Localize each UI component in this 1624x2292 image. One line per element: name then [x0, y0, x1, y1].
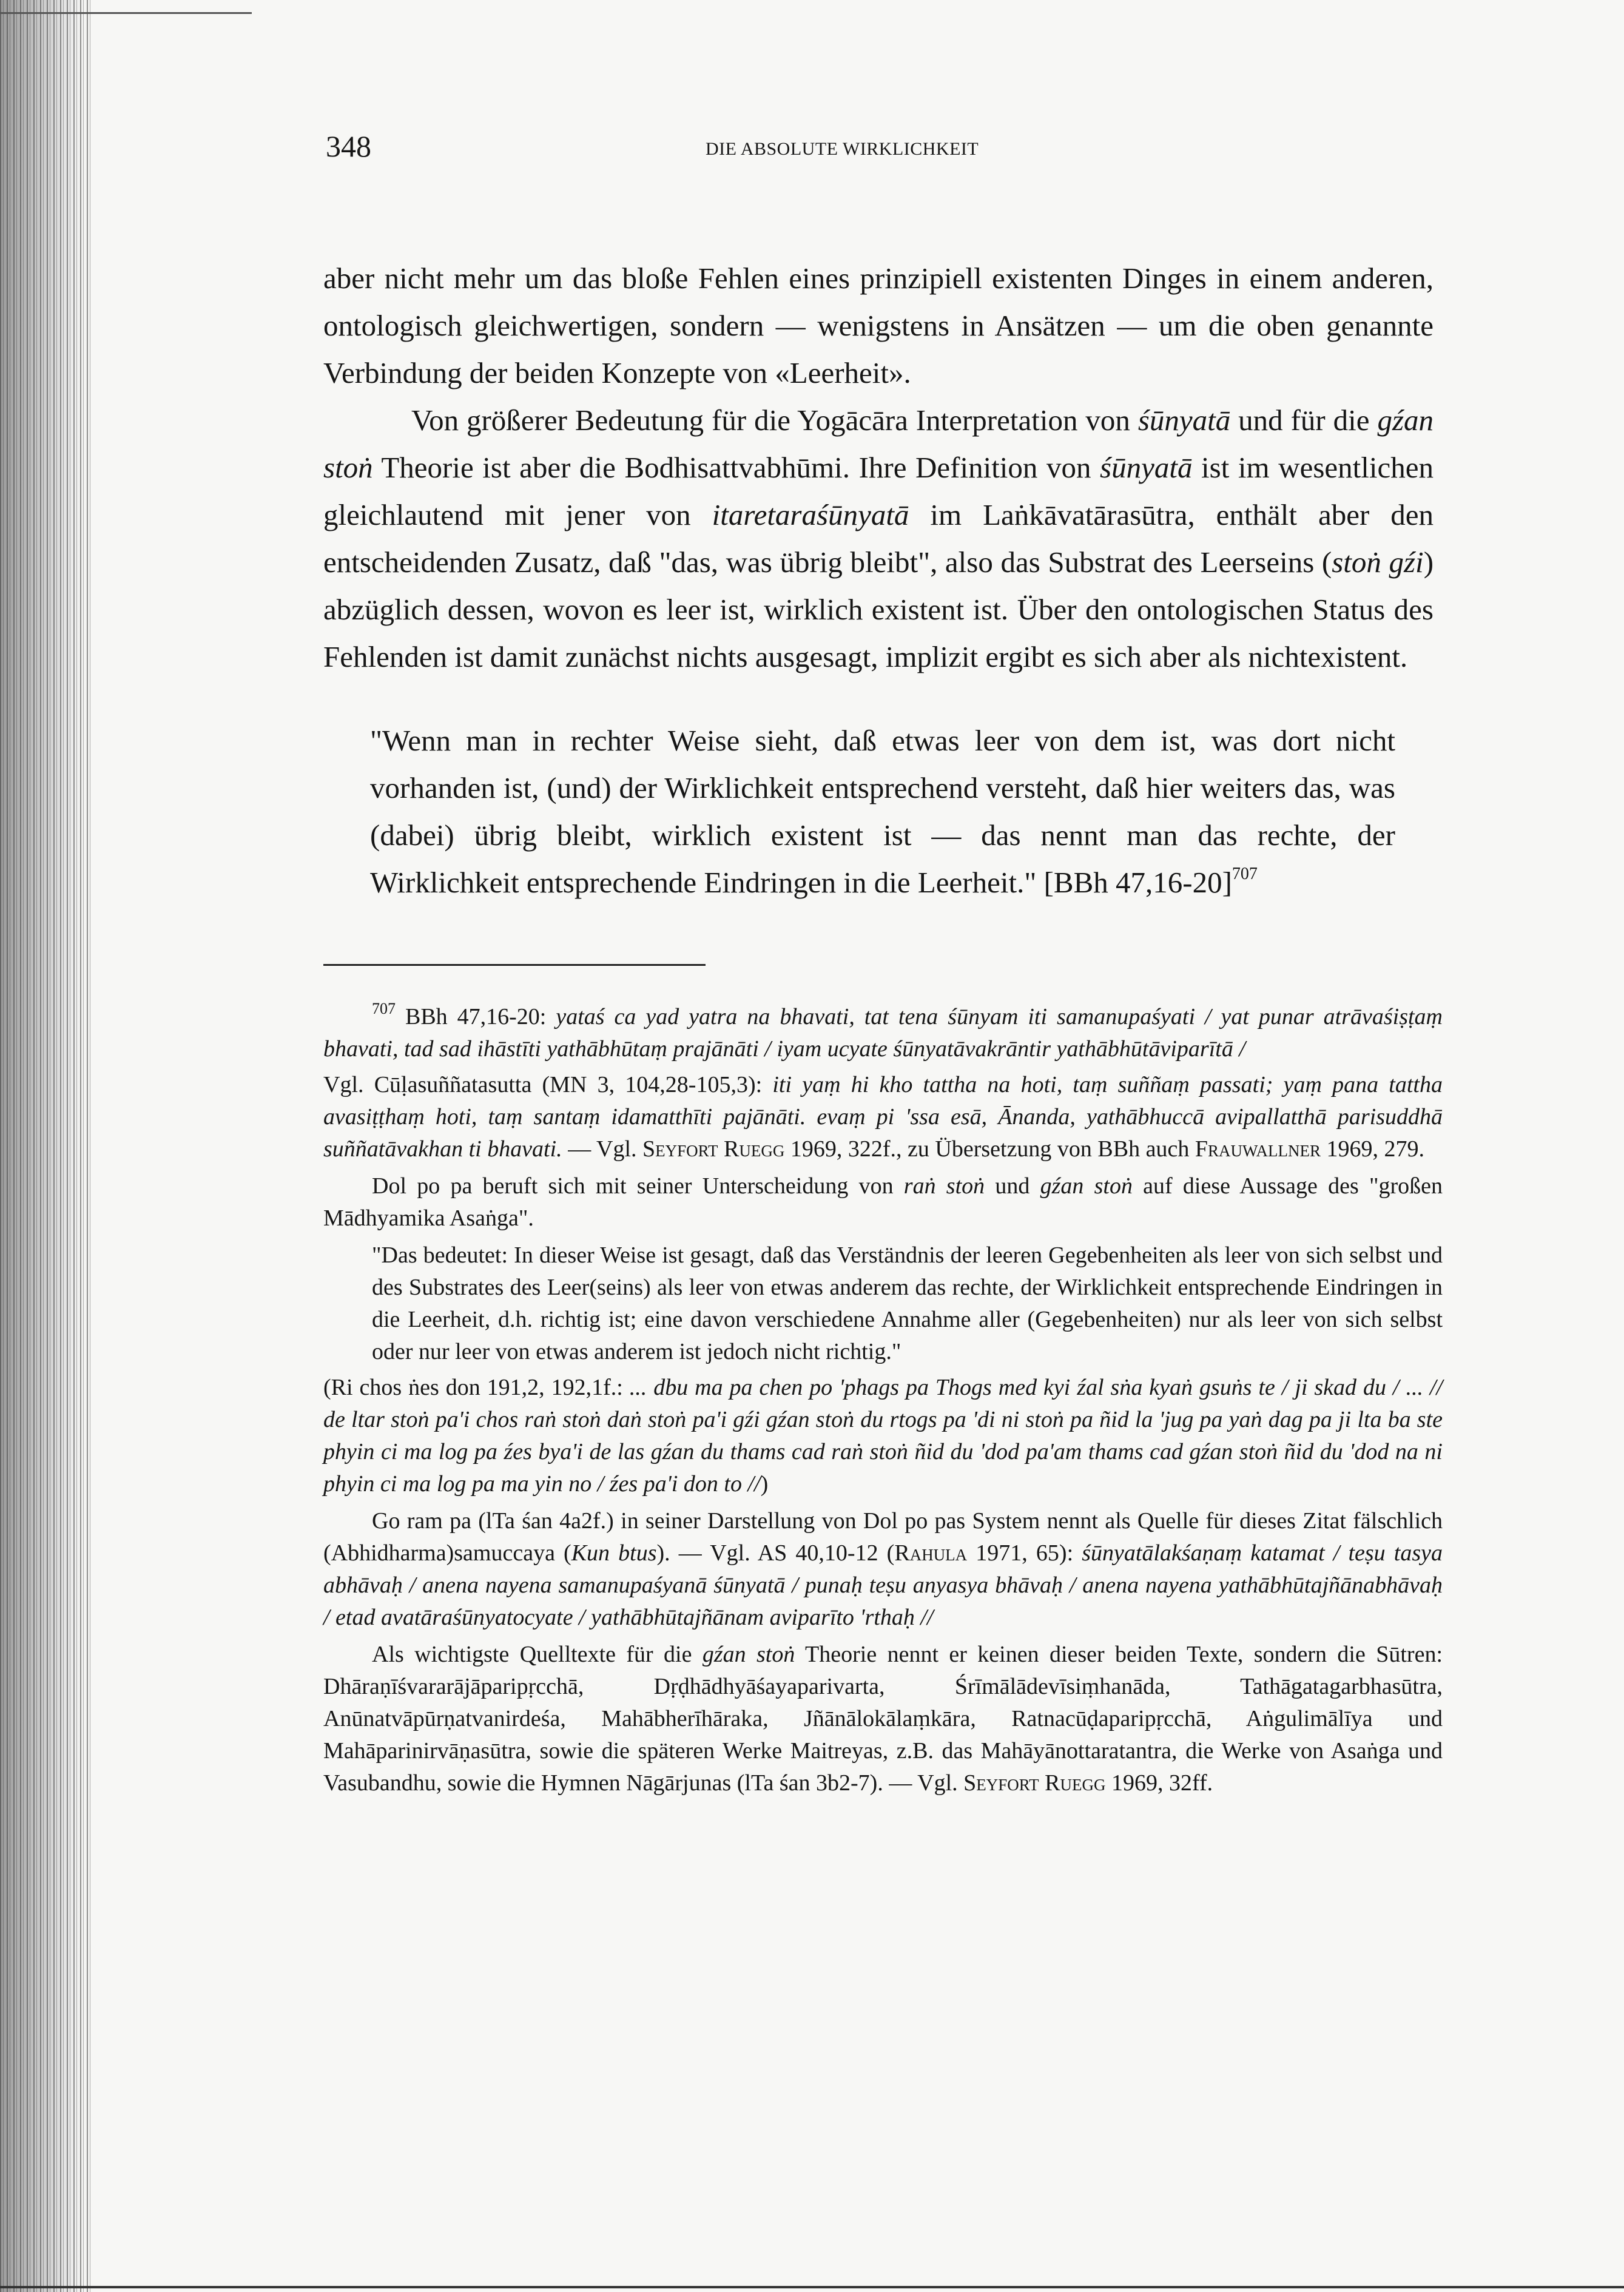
fn-author: Frauwallner [1194, 1136, 1321, 1162]
p2-term-ston-gzi: stoṅ gźi [1332, 545, 1424, 579]
footnotes [323, 1001, 1443, 1799]
footnote-number: 707 [372, 1000, 396, 1017]
fn-text: (Ri chos ṅes don 191,2, 192,1f.: [323, 1375, 630, 1400]
fn-text: — Vgl. [562, 1136, 643, 1162]
p2-text: im Laṅkāvatārasūtra, enthält aber den entscheidenden Zusatz, daß "das, was übrig bleibt", also das Substrat des Leerseins ( [323, 498, 1434, 579]
running-head [706, 132, 979, 161]
fn-text: 1969, 279. [1321, 1136, 1424, 1162]
p2-term-gzan-ston: gźan stoṅ [323, 403, 1434, 484]
footnote-ref-707: 707 [1231, 865, 1258, 883]
fn-text: 1969, 32ff. [1105, 1770, 1213, 1796]
paragraph-1: aber nicht mehr um das bloße Fehlen eines prinzipiell existenten Dinges in einem anderen, ontologisch gleichwertigen, sondern — wenigstens in Ansätzen — um die oben genannte Verbindung der beiden Konzepte von «Leerheit». [323, 261, 1434, 389]
fn-author: Rahula [894, 1540, 968, 1566]
quote-text: "Wenn man in rechter Weise sieht, daß etwas leer von dem ist, was dort nicht vorhanden ist, (und) der Wirklichkeit entsprechend versteht, daß hier weiters das, was (dabei) übrig bleibt, wirklich existent ist — das nennt man das rechte, der Wirklichkeit entsprechende Eindringen in die Leerheit." [BBh 47,16-20] [370, 724, 1395, 899]
running-head-text: DIE ABSOLUTE WIRKLICHKEIT [706, 139, 979, 159]
footnote-707 [323, 1001, 1443, 1065]
footnote-rule [323, 964, 706, 966]
p2-text: ) abzüglich dessen, wovon es leer ist, wirklich existent ist. Über den ontologischen Status des Fehlenden ist damit zunächst nichts ausgesagt, implizit ergibt es sich aber als nichtexistent. [323, 545, 1434, 673]
fn-pali-quote: iti yaṃ hi kho tattha na hoti, taṃ suññaṃ passati; yaṃ pana tattha avasiṭṭhaṃ hoti, taṃ santaṃ idamatthīti pajānāti. evaṃ pi 'ssa esā, Ānanda, yathābhuccā avipallatthā parisuddhā suññatāvakhan ti bhavati. [323, 1072, 1443, 1162]
fn-text: Go ram pa (lTa śan 4a2f.) in seiner Darstellung von Dol po pas System nennt als Quelle für dieses Zitat fälschlich (Abhidharma)samuccaya ( [323, 1508, 1443, 1566]
fn-text: auf diese Aussage des "großen Mādhyamika Asaṅga". [323, 1173, 1443, 1231]
fn-author: Seyfort Ruegg [642, 1136, 785, 1162]
paragraph-2 [323, 397, 1434, 681]
fn-text: 1969, 322f., zu Übersetzung von BBh auch [784, 1136, 1195, 1162]
footnote-go-ram-pa [323, 1505, 1443, 1634]
p2-term-itaretarasunyata: itaretaraśūnyatā [712, 498, 909, 531]
fn-text: BBh 47,16-20: [396, 1004, 556, 1030]
footnote-quote: "Das bedeutet: In dieser Weise ist gesagt, daß das Verständnis der leeren Gegebenheiten als leer von sich selbst und des Substrates des Leer(seins) als leer von etwas anderem das rechte, der Wirklichkeit entsprechende Eindringen in die Leerheit, d.h. richtig ist; eine davon verschiedene Annahme aller (Gegebenheiten) nur als leer von sich selbst oder nur leer von etwas anderem ist jedoch nicht richtig." [372, 1242, 1443, 1364]
footnote-dol-po-pa [323, 1170, 1443, 1235]
footnote-compare-culasunnata [323, 1069, 1443, 1165]
main-text [323, 255, 1434, 681]
fn-sanskrit-quote: śūnyatālakśaṇaṃ katamat / teṣu tasya abhāvaḥ / anena nayena samanupaśyanā śūnyatā / punaḥ teṣu anyasya bhāvaḥ / anena nayena yathābhūtajñānabhāvaḥ / etad avatāraśūnyatocyate / yathābhūtajñānam aviparīto 'rthaḥ // [323, 1540, 1443, 1630]
fn-text: Vgl. Cūḷasuññatasutta (MN 3, 104,28-105,3): [323, 1072, 773, 1097]
p2-text: Theorie ist aber die Bodhisattvabhūmi. Ihre Definition von [372, 451, 1100, 484]
p2-text: ist im wesentlichen gleichlautend mit jener von [323, 451, 1434, 531]
scan-bottom-rule [0, 2286, 1624, 2288]
fn-text: und [985, 1173, 1040, 1199]
fn-text: Dol po pa beruft sich mit seiner Unterscheidung von [372, 1173, 904, 1199]
fn-sanskrit-quote: yataś ca yad yatra na bhavati, tat tena śūnyam iti samanupaśyati / yat punar atrāvaśiṣṭaṃ bhavati, tad sad ihāstīti yathābhūtaṃ prajānāti / iyam ucyate śūnyatāvakrāntir yathābhūtāviparītā / [323, 1004, 1443, 1062]
fn-term-ran-ston: raṅ stoṅ [903, 1173, 985, 1199]
scan-edge-strip [0, 0, 91, 2292]
block-quote [370, 717, 1395, 906]
fn-term-gzan-ston: gźan stoṅ [1040, 1173, 1133, 1199]
p2-term-sunyata: śūnyatā [1137, 403, 1231, 437]
fn-text: ). — Vgl. AS 40,10-12 ( [656, 1540, 895, 1566]
p2-text: und für die [1230, 403, 1378, 437]
fn-text: ) [760, 1471, 769, 1497]
page-number: 348 [326, 129, 371, 163]
scan-top-rule [0, 12, 252, 14]
fn-text: Theorie nennt er keinen dieser beiden Texte, sondern die Sūtren: Dhāraṇīśvararājāparipṛcchā, Dṛḍhādhyāśayaparivarta, Śrīmālādevīsiṃhanāda, Tathāgatagarbhasūtra, Anūnatvāpūrṇatvanirdeśa, Mahābherīhāraka, Jñānālokālaṃkāra, Ratnacūḍaparipṛcchā, Aṅgulimālīya und Mahāparinirvāṇasūtra, sowie die späteren Werke Maitreyas, z.B. das Mahāyānottaratantra, die Werke von Asaṅga und Vasubandhu, sowie die Hymnen Nāgārjunas (lTa śan 3b2-7). — Vgl. [323, 1642, 1443, 1796]
fn-tibetan-quote: ... dbu ma pa chen po 'phags pa Thogs med kyi źal sṅa kyaṅ gsuṅs te / ji skad du / ... // de ltar stoṅ pa'i chos raṅ stoṅ daṅ stoṅ pa'i gźi gźan stoṅ du rtogs pa 'di ni stoṅ pa ñid la 'jug pa yaṅ dag pa ji lta ba ste phyin ci ma log pa źes bya'i de las gźan du thams cad raṅ stoṅ ñid du 'dod pa'am thams cad gźan stoṅ ñid du 'dod na ni phyin ci ma log pa ma yin no / źes pa'i don to // [323, 1375, 1443, 1497]
footnote-source-texts [323, 1639, 1443, 1799]
fn-text: Als wichtigste Quelltexte für die [372, 1642, 702, 1667]
p2-term-sunyata: śūnyatā [1100, 451, 1193, 484]
p2-text: Von größerer Bedeutung für die Yogācāra Interpretation von [411, 403, 1138, 437]
fn-title: Kun btus [571, 1540, 657, 1566]
footnote-tibetan-source [323, 1372, 1443, 1500]
fn-text: 1971, 65): [967, 1540, 1082, 1566]
fn-author: Seyfort Ruegg [963, 1770, 1106, 1796]
fn-term-gzan-ston: gźan stoṅ [702, 1642, 795, 1667]
